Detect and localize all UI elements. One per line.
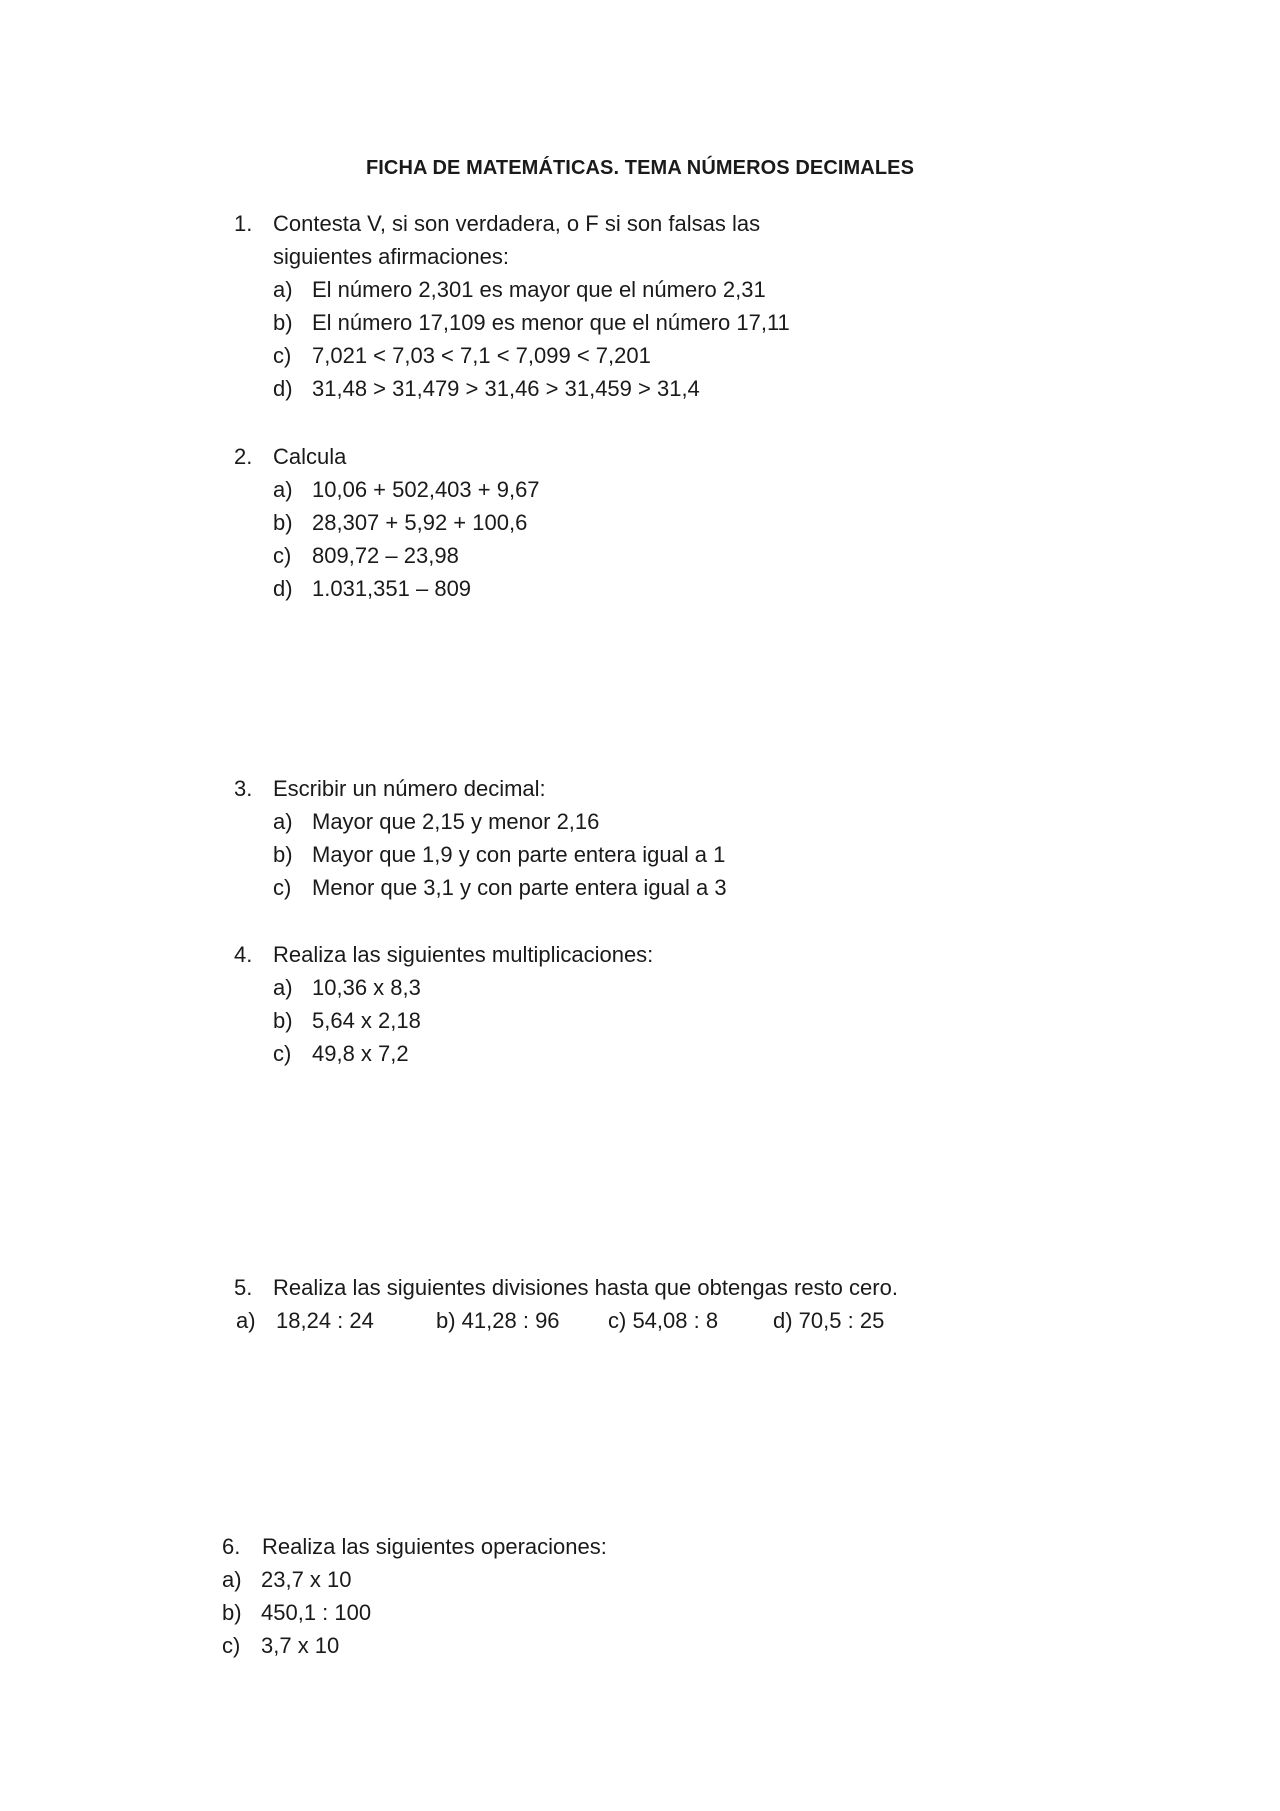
item-label: a) [273, 975, 293, 1000]
list-item [273, 506, 853, 539]
item-text: 809,72 – 23,98 [312, 543, 459, 568]
list-item [273, 572, 853, 605]
list-item [222, 1563, 842, 1596]
item-label: a) [273, 477, 293, 502]
question-text: Contesta V, si son verdadera, o F si son falsas las siguientes afirmaciones: [273, 211, 761, 269]
list-item [273, 372, 853, 405]
division-item: d) 70,5 : 25 [773, 1308, 885, 1333]
item-label: c) [273, 875, 292, 900]
item-label: d) [273, 376, 293, 401]
question-number: 6. [222, 1534, 241, 1559]
list-item [273, 273, 853, 306]
item-label: b) [222, 1600, 242, 1625]
question-5 [234, 1271, 973, 1337]
item-text: 450,1 : 100 [261, 1600, 372, 1625]
item-text: 10,36 x 8,3 [312, 975, 421, 1000]
item-label: b) [273, 1008, 293, 1033]
list-item [273, 805, 853, 838]
item-label: a) [222, 1567, 242, 1592]
question-1 [234, 207, 853, 405]
list-item [273, 306, 853, 339]
list-item [273, 838, 853, 871]
item-text: 1.031,351 – 809 [312, 576, 472, 601]
item-text: 5,64 x 2,18 [312, 1008, 421, 1033]
item-text: El número 17,109 es menor que el número 17,11 [312, 310, 790, 335]
division-item [236, 1304, 436, 1337]
question-number: 3. [234, 776, 253, 801]
item-text: 23,7 x 10 [261, 1567, 352, 1592]
division-item: c) 54,08 : 8 [608, 1308, 719, 1333]
page-title: FICHA DE MATEMÁTICAS. TEMA NÚMEROS DECIMALES [365, 157, 915, 179]
item-text: 31,48 > 31,479 > 31,46 > 31,459 > 31,4 [312, 376, 700, 401]
list-item [273, 539, 853, 572]
list-item [273, 971, 853, 1004]
item-text: 18,24 : 24 [276, 1308, 374, 1333]
item-text: Mayor que 2,15 y menor 2,16 [312, 809, 600, 834]
item-label: c) [273, 343, 292, 368]
question-number: 4. [234, 942, 253, 967]
item-label: b) [273, 842, 293, 867]
question-text: Realiza las siguientes operaciones: [262, 1534, 607, 1559]
item-text: El número 2,301 es mayor que el número 2,31 [312, 277, 766, 302]
question-text: Realiza las siguientes divisiones hasta que obtengas resto cero. [273, 1275, 898, 1300]
question-6 [222, 1530, 842, 1662]
item-label: b) [273, 310, 293, 335]
item-label: c) [273, 543, 292, 568]
question-number: 2. [234, 444, 253, 469]
list-item [273, 871, 853, 904]
item-label: a) [236, 1308, 256, 1333]
list-item [273, 473, 853, 506]
item-text: 49,8 x 7,2 [312, 1041, 409, 1066]
item-text: 7,021 < 7,03 < 7,1 < 7,099 < 7,201 [312, 343, 651, 368]
division-item: b) 41,28 : 96 [436, 1308, 560, 1333]
list-item [273, 1004, 853, 1037]
list-item [273, 339, 853, 372]
question-text: Escribir un número decimal: [273, 776, 546, 801]
item-label: c) [222, 1633, 241, 1658]
item-label: a) [273, 277, 293, 302]
question-text: Calcula [273, 444, 347, 469]
question-3 [234, 772, 853, 904]
list-item [273, 1037, 853, 1070]
item-text: Mayor que 1,9 y con parte entera igual a 1 [312, 842, 726, 867]
question-4 [234, 938, 853, 1070]
question-number: 5. [234, 1275, 253, 1300]
item-text: Menor que 3,1 y con parte entera igual a 3 [312, 875, 727, 900]
question-number: 1. [234, 211, 253, 236]
item-label: c) [273, 1041, 292, 1066]
item-text: 28,307 + 5,92 + 100,6 [312, 510, 528, 535]
item-text: 3,7 x 10 [261, 1633, 340, 1658]
question-2 [234, 440, 853, 605]
item-label: d) [273, 576, 293, 601]
item-text: 10,06 + 502,403 + 9,67 [312, 477, 540, 502]
list-item [222, 1629, 842, 1662]
item-label: b) [273, 510, 293, 535]
question-text: Realiza las siguientes multiplicaciones: [273, 942, 654, 967]
list-item [222, 1596, 842, 1629]
item-label: a) [273, 809, 293, 834]
